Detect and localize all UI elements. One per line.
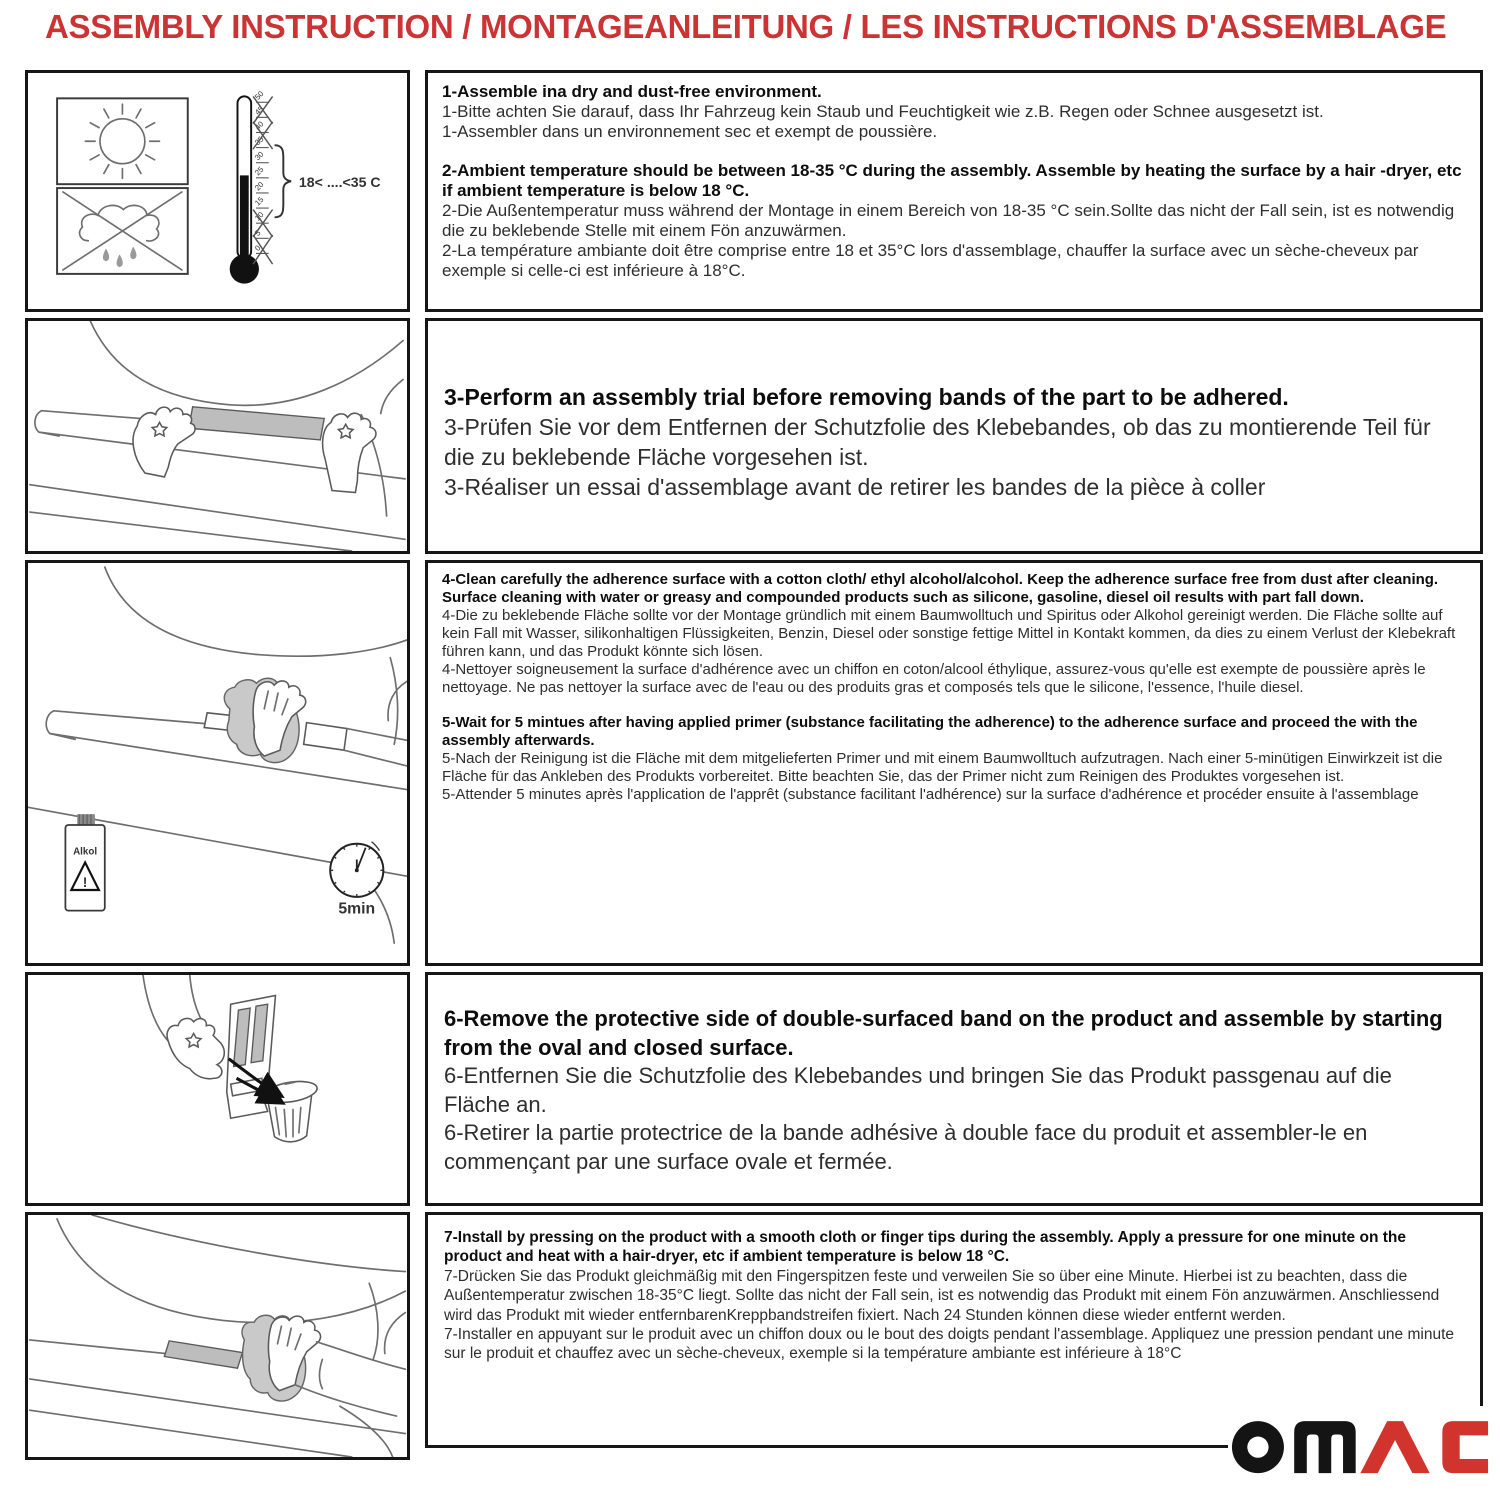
omac-logo-icon (1228, 1406, 1492, 1482)
assembly-trial-illustration (28, 321, 407, 551)
step-3-text (425, 318, 1483, 554)
temp-range-label: 18< ....<35 C (298, 174, 381, 191)
tick-label: 25 (253, 164, 266, 178)
remove-band-illustration (28, 975, 407, 1203)
tick-label: 20 (253, 179, 266, 193)
thermometer-icon (230, 89, 381, 284)
illustration-trial-box (25, 318, 410, 554)
tick-label: 45 (253, 104, 266, 117)
step-text: 5-Wait for 5 mintues after having applied primer (substance facilitating the adherence) to the adherence surface and proceed the with the assembly afterwards. (442, 714, 1418, 749)
hand-cleaning-cloth-illustration (224, 678, 407, 766)
bottle-label: Alkol (73, 846, 98, 858)
clean-surface-illustration (28, 563, 407, 963)
step-text: 7-Installer en appuyant sur le produit avec un chiffon doux ou le bout des doigts pendant l'assemblage. Appliquez une pression pendant une minute sur le produit et chauffez avec un sèche-cheveux, exemple si la température ambiante est inférieure à 18°C (444, 1325, 1455, 1363)
step-text: 3-Prüfen Sie vor dem Entfernen der Schutzfolie des Klebebandes, ob das zu montierende Teil für die zu beklebende Fläche vorgesehen ist. (444, 413, 1431, 470)
tick-label: 10 (253, 210, 266, 223)
illustration-peel-box (25, 972, 410, 1206)
right-hand-icon (323, 413, 376, 492)
step-text: 6-Remove the protective side of double-surfaced band on the product and assemble by starting from the oval and closed surface. (444, 1006, 1443, 1060)
step-text: 2-Die Außentemperatur muss während der Montage in einem Bereich von 18-35 °C sein.Sollte das nicht der Fall sein, ist es notwendig die zu beklebende Stelle mit einem Fön anzuwärmen. (442, 201, 1455, 241)
alcohol-bottle-icon (65, 814, 104, 910)
illustration-environment-box (25, 70, 410, 312)
brace (275, 145, 292, 217)
sill-plate-strip (164, 1341, 242, 1368)
step-text: 4-Clean carefully the adherence surface with a cotton cloth/ ethyl alcohol/alcohol. Keep the adherence surface free from dust after cleaning. Surface cleaning with water or greasy and compounded products such as silicone, gasoline, diesel oil results with part fall down. (442, 571, 1439, 606)
hand-peeling-icon (143, 975, 224, 1079)
warning-exclamation: ! (82, 875, 88, 891)
step-text: 5-Nach der Reinigung ist die Fläche mit dem mitgelieferten Primer und mit einem Baumwolltuch aufzutragen. Nach einer 5-minütigen Einwirkzeit ist die Fläche für das Ankleben des Produkts vorbereitet. Bitte beachten Sie, das der Primer nicht zum Reinigen des Produktes vorgesehen ist. (442, 750, 1443, 785)
page-title: ASSEMBLY INSTRUCTION / MONTAGEANLEITUNG / LES INSTRUCTIONS D'ASSEMBLAGE (45, 8, 1447, 45)
sill-plate-strip (189, 407, 324, 440)
sun-icon (85, 104, 159, 178)
step-text: 2-Ambient temperature should be between 18-35 °C during the assembly. Assemble by heating the surface by a hair -dryer, etc if ambient temperature is below 18 °C. (442, 161, 1462, 201)
tick-label: 40 (253, 119, 266, 132)
step-4-5-text (425, 560, 1483, 966)
environment-illustration (28, 73, 407, 309)
step-text: 1-Assembler dans un environnement sec et exempt de poussière. (442, 122, 938, 142)
tick-label: 50 (253, 89, 266, 102)
left-hand-icon (133, 407, 195, 477)
step-text: 6-Retirer la partie protectrice de la bande adhésive à double face du produit et assembler-le en commençant par une surface ovale et fermée. (444, 1120, 1368, 1174)
sleeve-cuff (304, 723, 347, 751)
illustration-press-box (25, 1212, 410, 1460)
step-text: 4-Die zu beklebende Fläche sollte vor der Montage gründlich mit einem Baumwolltuch und Spiritus oder Alkohol gereinigt werden. Die Fläche sollte auf kein Fall mit Wasser, silikonhaltigen Flüssigkeiten, Benzin, Diesel oder sonstige fettige Mittel in Kontakt kommen, da dies zu einem Verlust der Klebekraft führen kann, und das Produkt könnte sich lösen. (442, 607, 1456, 660)
step-text: 6-Entfernen Sie die Schutzfolie des Klebebandes und bringen Sie das Produkt passgenau auf die Fläche an. (444, 1063, 1392, 1117)
step-text: 2-La température ambiante doit être comprise entre 18 et 35°C lors d'assemblage, chauffer la surface avec un sèche-cheveux par exemple si celle-ci est inférieure à 18°C. (442, 241, 1419, 281)
trash-can-icon (264, 1078, 319, 1142)
tick-label: 5 (253, 228, 263, 238)
step-1-2-text (425, 70, 1483, 312)
step-text: 3-Réaliser un essai d'assemblage avant de retirer les bandes de la pièce à coller (444, 473, 1266, 500)
illustration-clean-box (25, 560, 410, 966)
step-6-text (425, 972, 1483, 1206)
press-install-illustration (28, 1215, 407, 1457)
clock-icon (330, 842, 383, 918)
step-text: 5-Attender 5 minutes après l'application de l'apprêt (substance facilitant l'adhérence) sur la surface d'adhérence et procéder ensuite à l'assemblage (442, 786, 1419, 803)
tick-label: 30 (253, 149, 266, 163)
clock-label: 5min (338, 900, 376, 918)
step-text: 4-Nettoyer soigneusement la surface d'adhérence avec un chiffon en coton/alcool éthylique, assurez-vous qu'elle est exempte de poussière après le nettoyage. Ne pas nettoyer la surface avec de l'eau ou des produits gras et composés tels que le silicone, l'essence, l'huile diesel. (442, 661, 1426, 696)
step-text: 1-Assemble ina dry and dust-free environment. (442, 82, 822, 101)
omac-logo (1228, 1406, 1492, 1486)
no-rain-icon (63, 192, 182, 270)
step-text: 1-Bitte achten Sie darauf, dass Ihr Fahrzeug kein Staub und Feuchtigkeit wie z.B. Regen oder Schnee ausgesetzt ist. (442, 102, 1324, 122)
tick-label: 0 (253, 243, 263, 253)
hand-pressing-icon (242, 1315, 405, 1416)
step-text: 7-Install by pressing on the product with a smooth cloth or finger tips during the assembly. Apply a pressure for one minute on the product and heat with a hair-dryer, etc if ambient temperature is below 18 °C. (444, 1229, 1406, 1266)
step-text: 7-Drücken Sie das Produkt gleichmäßig mit den Fingerspitzen feste und verweilen Sie so über eine Minute. Hierbei ist zu beachten, dass die Außentemperatur zwischen 18-35°C liegt. Sollte das nicht der Fall sein, ist es notwendig das Produkt mit einem Fön anzuwärmen. Anschliessend wird das Produkt mit wieder entfernbarenKreppbandstreifen fixiert. Nach 24 Stunden können diese wieder entfernt werden. (444, 1267, 1440, 1324)
step-text: 3-Perform an assembly trial before removing bands of the part to be adhered. (444, 384, 1289, 410)
tick-label: 35 (253, 134, 266, 148)
tick-label: 15 (253, 195, 266, 208)
